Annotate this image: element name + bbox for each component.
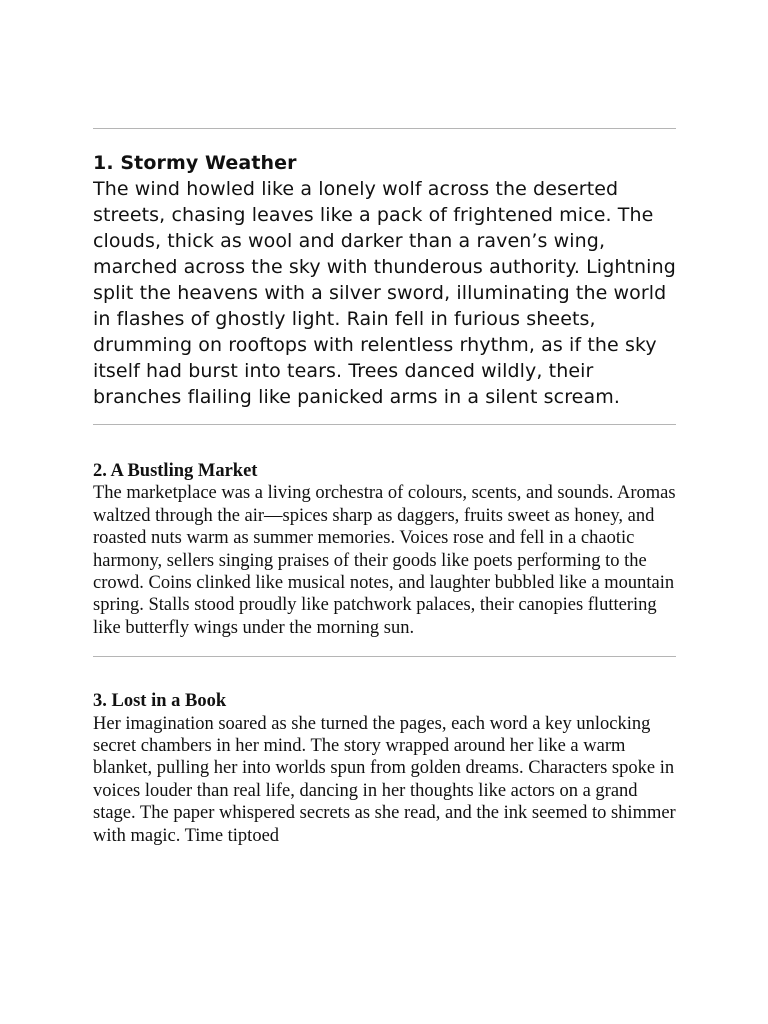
section-divider bbox=[93, 656, 676, 657]
section-lost-in-a-book bbox=[93, 690, 676, 847]
document-page bbox=[93, 0, 676, 1024]
section-body: The marketplace was a living orchestra of colours, scents, and sounds. Aromas waltzed through the air—spices sharp as daggers, fruits sweet as honey, and roasted nuts warm as summer memories. Voices rose and fell in a chaotic harmony, sellers singing praises of their goods like poets performing to the crowd. Coins clinked like musical notes, and laughter bubbled like a mountain spring. Stalls stood proudly like patchwork palaces, their canopies fluttering like butterfly wings under the morning sun. bbox=[93, 483, 676, 638]
section-stormy-weather bbox=[93, 150, 676, 410]
section-body: The wind howled like a lonely wolf across the deserted streets, chasing leaves like a pack of frightened mice. The clouds, thick as wool and darker than a raven’s wing, marched across the sky with thunderous authority. Lightning split the heavens with a silver sword, illuminating the world in flashes of ghostly light. Rain fell in furious sheets, drumming on rooftops with relentless rhythm, as if the sky itself had burst into tears. Trees danced wildly, their branches flailing like panicked arms in a silent scream. bbox=[93, 178, 676, 408]
section-heading: 2. A Bustling Market bbox=[93, 461, 258, 481]
section-divider bbox=[93, 128, 676, 129]
section-body: Her imagination soared as she turned the pages, each word a key unlocking secret chambers in her mind. The story wrapped around her like a warm blanket, pulling her into worlds spun from golden dreams. Characters spoke in voices louder than real life, dancing in her thoughts like actors on a grand stage. The paper whispered secrets as she read, and the ink seemed to shimmer with magic. Time tiptoed bbox=[93, 713, 676, 846]
section-bustling-market bbox=[93, 460, 676, 639]
section-heading: 3. Lost in a Book bbox=[93, 691, 227, 712]
section-heading: 1. Stormy Weather bbox=[93, 152, 297, 174]
section-divider bbox=[93, 424, 676, 425]
